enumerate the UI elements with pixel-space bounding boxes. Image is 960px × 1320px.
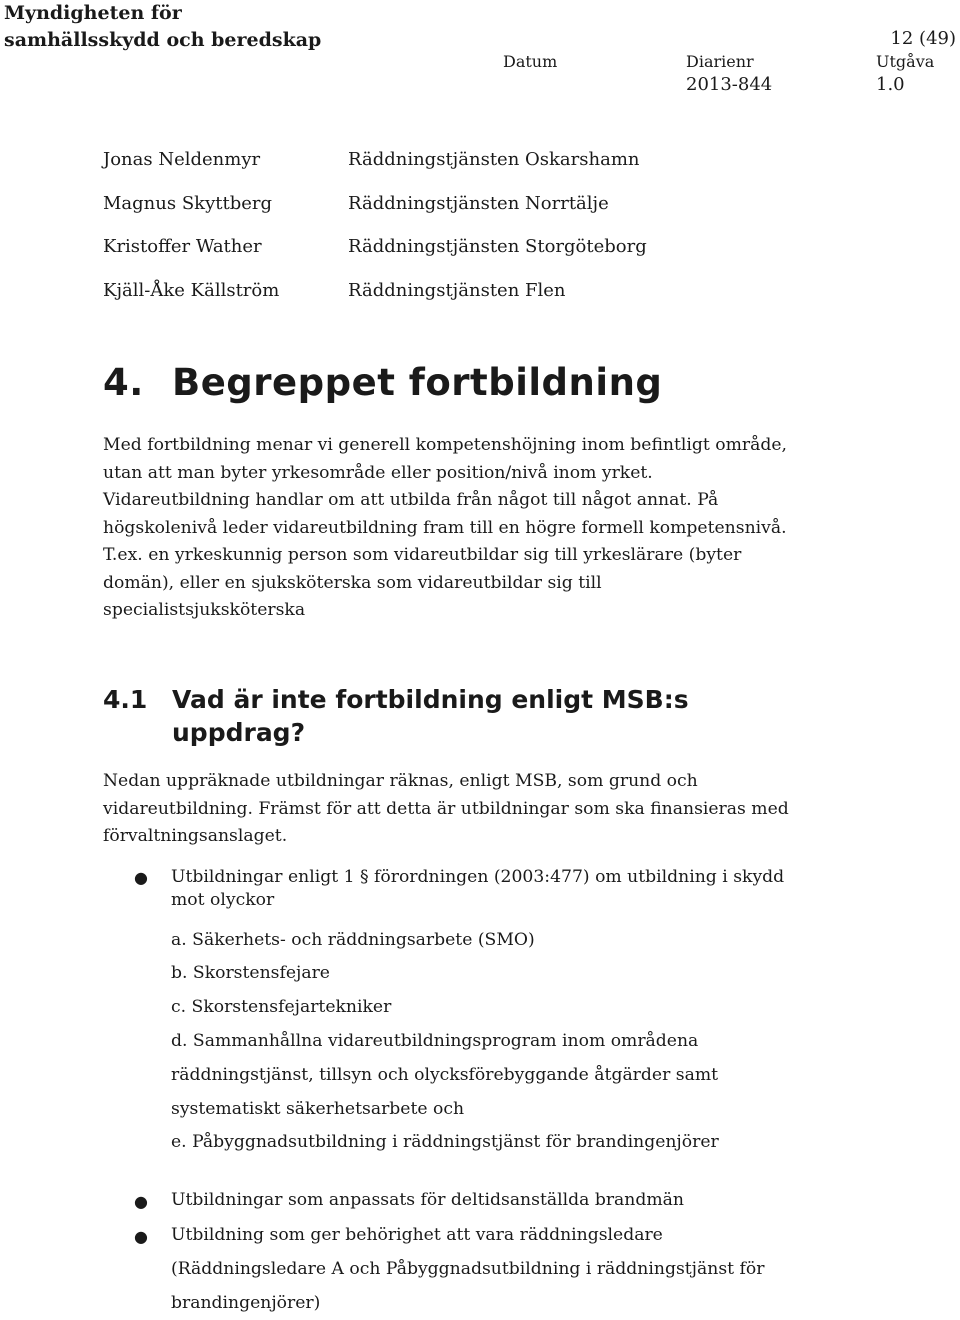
edition-value: 1.0 <box>876 74 905 95</box>
bullet-line: Utbildningar enligt 1 § förordningen (2003:477) om utbildning i skydd <box>171 867 785 887</box>
sub-item-e: e. Påbyggnadsutbildning i räddningstjänst för brandingenjörer <box>171 1132 719 1152</box>
reg-number-value: 2013-844 <box>686 74 773 95</box>
agency-name-line2: samhällsskydd och beredskap <box>4 29 322 51</box>
edition-label: Utgåva <box>876 52 935 71</box>
bullet-icon: ● <box>134 868 148 887</box>
paragraph-line: domän), eller en sjuksköterska som vidareutbildar sig till <box>103 572 602 593</box>
paragraph-line: T.ex. en yrkeskunnig person som vidareutbildar sig till yrkeslärare (byter <box>103 545 742 565</box>
sub-item-d <box>171 1024 718 1126</box>
bullet-line: (Räddningsledare A och Påbyggnadsutbildning i räddningstjänst för <box>171 1259 765 1279</box>
contact-name: Kristoffer Wather <box>103 236 262 257</box>
contact-org: Räddningstjänsten Storgöteborg <box>348 236 647 257</box>
paragraph-line: Vidareutbildning handlar om att utbilda från något till något annat. På <box>103 490 719 510</box>
paragraph-line: specialistsjuksköterska <box>103 600 306 620</box>
agency-name-line1: Myndigheten för <box>4 2 182 24</box>
sub-item-c: c. Skorstensfejartekniker <box>171 997 392 1017</box>
section-title: Begreppet fortbildning <box>172 361 663 404</box>
subsection-heading <box>103 683 803 749</box>
subsection-paragraph <box>103 768 823 851</box>
paragraph-line: högskolenivå leder vidareutbildning fram till en högre formell kompetensnivå. <box>103 517 787 538</box>
contact-name: Jonas Neldenmyr <box>103 149 261 170</box>
contact-org: Räddningstjänsten Norrtälje <box>348 193 609 214</box>
sub-item-line: räddningstjänst, tillsyn och olycksförebyggande åtgärder samt <box>171 1065 719 1085</box>
bullet-icon: ● <box>134 1227 148 1246</box>
paragraph-line: utan att man byter yrkesområde eller position/nivå inom yrket. <box>103 462 653 483</box>
bullet-line: mot olyckor <box>171 890 275 910</box>
paragraph-line: förvaltningsanslaget. <box>103 826 288 846</box>
sub-item-line: systematiskt säkerhetsarbete och <box>171 1099 465 1119</box>
paragraph-line: Nedan uppräknade utbildningar räknas, enligt MSB, som grund och <box>103 771 698 791</box>
contact-name: Magnus Skyttberg <box>103 193 273 214</box>
bullet-icon: ● <box>134 1192 148 1211</box>
bullet-item <box>171 1218 764 1320</box>
page-number: 12 (49) <box>890 28 956 49</box>
paragraph-line: vidareutbildning. Främst för att detta är utbildningar som ska finansieras med <box>103 798 789 819</box>
subsection-title-line1: Vad är inte fortbildning enligt MSB:s <box>172 685 689 714</box>
sub-item-line: d. Sammanhållna vidareutbildningsprogram inom områdena <box>171 1031 699 1051</box>
section-heading <box>103 361 662 404</box>
subsection-number: 4.1 <box>103 685 148 714</box>
section-paragraph <box>103 432 823 625</box>
section-number: 4. <box>103 361 144 404</box>
bullet-item <box>171 866 811 912</box>
subsection-title-line2: uppdrag? <box>172 718 306 747</box>
bullet-item: Utbildningar som anpassats för deltidsanställda brandmän <box>171 1190 684 1210</box>
contact-org: Räddningstjänsten Oskarshamn <box>348 149 640 170</box>
reg-number-label: Diarienr <box>686 52 754 71</box>
sub-item-b: b. Skorstensfejare <box>171 963 330 983</box>
contact-name: Kjäll-Åke Källström <box>103 280 280 301</box>
agency-name <box>4 0 321 54</box>
bullet-line: brandingenjörer) <box>171 1293 321 1313</box>
sub-item-a: a. Säkerhets- och räddningsarbete (SMO) <box>171 930 535 950</box>
paragraph-line: Med fortbildning menar vi generell kompetenshöjning inom befintligt område, <box>103 435 788 455</box>
bullet-line: Utbildning som ger behörighet att vara räddningsledare <box>171 1225 663 1245</box>
contact-org: Räddningstjänsten Flen <box>348 280 566 301</box>
date-label: Datum <box>503 52 558 71</box>
